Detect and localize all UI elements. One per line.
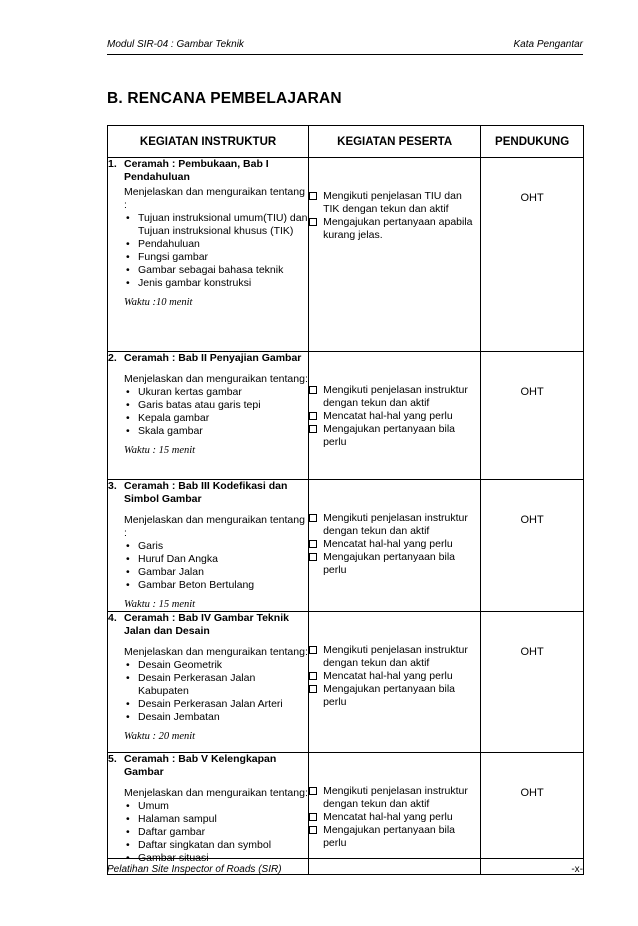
table-row <box>108 480 584 612</box>
topic-item: • Jenis gambar konstruksi <box>124 277 308 290</box>
checkbox-icon <box>309 646 317 654</box>
checkbox-icon <box>309 386 317 394</box>
pendukung-cell <box>481 480 584 612</box>
item-number: 5. <box>108 753 117 765</box>
peserta-activity-text: Mengikuti penjelasan instruktur dengan tekun dan aktif <box>323 384 468 409</box>
peserta-activity-item <box>309 512 480 538</box>
peserta-cell <box>309 753 481 875</box>
checkbox-icon <box>309 685 317 693</box>
activity-heading <box>108 612 308 638</box>
peserta-activity-item <box>309 538 480 551</box>
support-media: OHT <box>520 192 544 204</box>
topic-item: • Desain Geometrik <box>124 659 308 672</box>
peserta-cell <box>309 480 481 612</box>
peserta-activity-text: Mengajukan pertanyaan bila perlu <box>323 683 456 708</box>
peserta-activity-text: Mengajukan pertanyaan bila perlu <box>323 423 456 448</box>
peserta-activity-item <box>309 670 480 683</box>
duration-label: Waktu :10 menit <box>124 297 193 308</box>
table-row <box>108 612 584 753</box>
pendukung-cell <box>481 753 584 875</box>
page-footer <box>107 858 583 877</box>
checkbox-icon <box>309 218 317 226</box>
peserta-activity-text: Mencatat hal-hal yang perlu <box>323 670 453 682</box>
topic-item: • Skala gambar <box>124 425 308 438</box>
topic-item: • Gambar sebagai bahasa teknik <box>124 264 308 277</box>
checkbox-icon <box>309 813 317 821</box>
peserta-activity-item <box>309 410 480 423</box>
peserta-activity-text: Mengajukan pertanyaan bila perlu <box>323 551 456 576</box>
activity-heading <box>108 480 308 506</box>
topic-item: • Tujuan instruksional umum(TIU) dan Tujuan instruksional khusus (TIK) <box>124 212 308 238</box>
topic-item: • Kepala gambar <box>124 412 308 425</box>
activity-title: Ceramah : Bab V Kelengkapan Gambar <box>124 753 277 778</box>
peserta-activity-item <box>309 423 480 449</box>
item-number: 1. <box>108 158 117 170</box>
peserta-activity-text: Mengikuti penjelasan instruktur dengan tekun dan aktif <box>323 644 468 669</box>
peserta-activity-text: Mengikuti penjelasan instruktur dengan tekun dan aktif <box>323 785 468 810</box>
support-media: OHT <box>520 514 544 526</box>
peserta-activity-item <box>309 683 480 709</box>
table-row <box>108 352 584 480</box>
instruktur-cell <box>108 612 309 753</box>
column-header-peserta: KEGIATAN PESERTA <box>309 126 481 158</box>
support-media: OHT <box>520 386 544 398</box>
peserta-activity-item <box>309 384 480 410</box>
activity-heading <box>108 753 308 779</box>
activity-description: Menjelaskan dan menguraikan tentang: <box>124 373 308 385</box>
item-number: 3. <box>108 480 117 492</box>
column-header-pendukung: PENDUKUNG <box>481 126 584 158</box>
duration-label: Waktu : 15 menit <box>124 599 196 610</box>
peserta-activity-item <box>309 824 480 850</box>
peserta-activity-text: Mencatat hal-hal yang perlu <box>323 811 453 823</box>
topic-item: • Garis batas atau garis tepi <box>124 399 308 412</box>
activity-title: Ceramah : Bab III Kodefikasi dan Simbol Gambar <box>124 480 288 505</box>
pendukung-cell <box>481 612 584 753</box>
activity-description: Menjelaskan dan menguraikan tentang : <box>124 186 305 211</box>
topic-item: • Garis <box>124 540 308 553</box>
checkbox-icon <box>309 425 317 433</box>
activity-heading <box>108 158 308 184</box>
duration-label: Waktu : 15 menit <box>124 445 196 456</box>
topic-item: • Halaman sampul <box>124 813 308 826</box>
instruktur-cell <box>108 480 309 612</box>
header-section-name: Kata Pengantar <box>513 39 583 50</box>
peserta-activity-text: Mengajukan pertanyaan apabila kurang jelas. <box>323 216 473 241</box>
checkbox-icon <box>309 553 317 561</box>
checkbox-icon <box>309 826 317 834</box>
column-header-instruktur: KEGIATAN INSTRUKTUR <box>108 126 309 158</box>
activity-description: Menjelaskan dan menguraikan tentang : <box>124 514 305 539</box>
peserta-activity-item <box>309 216 480 242</box>
topic-item: • Desain Jembatan <box>124 711 308 724</box>
peserta-activity-text: Mencatat hal-hal yang perlu <box>323 410 453 422</box>
support-media: OHT <box>520 646 544 658</box>
checkbox-icon <box>309 192 317 200</box>
peserta-activity-text: Mengikuti penjelasan TIU dan TIK dengan tekun dan aktif <box>323 190 462 215</box>
peserta-activity-item <box>309 551 480 577</box>
peserta-activity-item <box>309 644 480 670</box>
peserta-activity-text: Mengajukan pertanyaan bila perlu <box>323 824 456 849</box>
activity-description: Menjelaskan dan menguraikan tentang: <box>124 787 308 799</box>
peserta-activity-item <box>309 785 480 811</box>
page-header <box>107 38 583 55</box>
activity-heading <box>108 352 308 365</box>
peserta-activity-text: Mencatat hal-hal yang perlu <box>323 538 453 550</box>
instruktur-cell <box>108 352 309 480</box>
checkbox-icon <box>309 412 317 420</box>
peserta-cell <box>309 352 481 480</box>
instruktur-cell <box>108 753 309 875</box>
checkbox-icon <box>309 672 317 680</box>
peserta-cell <box>309 612 481 753</box>
checkbox-icon <box>309 540 317 548</box>
topic-item: • Umum <box>124 800 308 813</box>
header-module-title: Modul SIR-04 : Gambar Teknik <box>107 39 244 50</box>
page-number: -x- <box>571 864 583 875</box>
topic-item: • Fungsi gambar <box>124 251 308 264</box>
topic-item: • Desain Perkerasan Jalan Kabupaten <box>124 672 308 698</box>
topic-item: • Desain Perkerasan Jalan Arteri <box>124 698 308 711</box>
topic-item: • Daftar singkatan dan symbol <box>124 839 308 852</box>
activity-title: Ceramah : Pembukaan, Bab I Pendahuluan <box>124 158 269 183</box>
checkbox-icon <box>309 514 317 522</box>
topic-item: • Pendahuluan <box>124 238 308 251</box>
topic-list <box>108 659 308 724</box>
topic-item: • Gambar situasi <box>124 852 308 865</box>
topic-list <box>108 212 308 290</box>
item-number: 4. <box>108 612 117 624</box>
topic-list <box>108 540 308 592</box>
learning-plan-table <box>107 125 584 875</box>
activity-description: Menjelaskan dan menguraikan tentang: <box>124 646 308 658</box>
topic-list <box>108 800 308 865</box>
table-body <box>108 158 584 875</box>
topic-item: • Daftar gambar <box>124 826 308 839</box>
topic-item: • Gambar Beton Bertulang <box>124 579 308 592</box>
item-number: 2. <box>108 352 117 364</box>
topic-item: • Huruf Dan Angka <box>124 553 308 566</box>
footer-course-title: Pelatihan Site Inspector of Roads (SIR) <box>107 864 282 875</box>
duration-label: Waktu : 20 menit <box>124 731 196 742</box>
pendukung-cell <box>481 352 584 480</box>
peserta-activity-item <box>309 811 480 824</box>
activity-title: Ceramah : Bab IV Gambar Teknik Jalan dan Desain <box>124 612 289 637</box>
table-row <box>108 158 584 352</box>
peserta-cell <box>309 158 481 352</box>
activity-title: Ceramah : Bab II Penyajian Gambar <box>124 352 302 364</box>
checkbox-icon <box>309 787 317 795</box>
topic-list <box>108 386 308 438</box>
pendukung-cell <box>481 158 584 352</box>
peserta-activity-text: Mengikuti penjelasan instruktur dengan tekun dan aktif <box>323 512 468 537</box>
table-header-row <box>108 126 584 158</box>
instruktur-cell <box>108 158 309 352</box>
topic-item: • Ukuran kertas gambar <box>124 386 308 399</box>
table-row <box>108 753 584 875</box>
topic-item: • Gambar Jalan <box>124 566 308 579</box>
peserta-activity-item <box>309 190 480 216</box>
section-title: B. RENCANA PEMBELAJARAN <box>107 90 342 107</box>
support-media: OHT <box>520 787 544 799</box>
